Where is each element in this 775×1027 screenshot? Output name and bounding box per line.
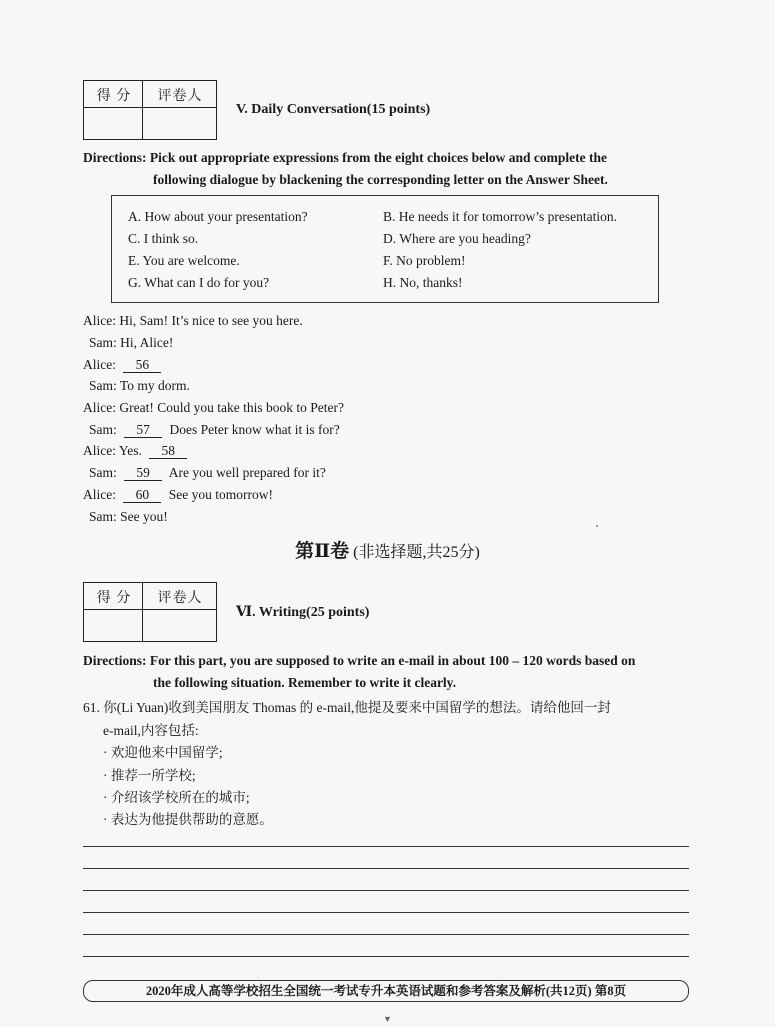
score-label: 得 分 xyxy=(96,89,132,104)
choice-c: C. I think so. xyxy=(128,231,199,246)
part-2-subtitle: (非选择题,共25分) xyxy=(353,544,480,561)
dialogue-line xyxy=(89,378,190,394)
choices-box xyxy=(111,195,659,303)
writing-line xyxy=(83,890,689,891)
directions-line: Directions: For this part, you are supposed to write an e-mail in about 100 – 120 words based on xyxy=(83,653,636,668)
speaker: Sam: xyxy=(89,465,117,480)
score-box xyxy=(83,80,217,140)
dialogue-line xyxy=(83,313,303,329)
page-footer: 2020年成人高等学校招生全国统一考试专升本英语试题和参考答案及解析(共12页) 第8页 xyxy=(83,980,689,1002)
speaker: Sam: xyxy=(89,509,117,524)
writing-line xyxy=(83,868,689,869)
writing-line xyxy=(83,846,689,847)
speaker: Sam: xyxy=(89,378,117,393)
choice-b: B. He needs it for tomorrow’s presentation. xyxy=(383,209,617,224)
section-6-directions xyxy=(83,650,635,694)
dialogue-text: Hi, Sam! It’s nice to see you here. xyxy=(119,313,303,328)
answer-blank-60: 60 xyxy=(123,488,161,503)
writing-line xyxy=(83,912,689,913)
question-61-line: e-mail,内容包括: xyxy=(103,723,199,738)
part-2-heading xyxy=(0,536,775,563)
dialogue-text: Hi, Alice! xyxy=(120,335,174,350)
score-box xyxy=(83,582,217,642)
section-5-directions xyxy=(83,147,608,191)
choice-g: G. What can I do for you? xyxy=(128,275,270,290)
score-box-divider xyxy=(142,81,143,139)
choice-f: F. No problem! xyxy=(383,253,466,268)
answer-blank-59: 59 xyxy=(124,466,162,481)
dialogue-line xyxy=(89,509,168,525)
speaker: Alice: xyxy=(83,487,116,502)
dialogue-text: To my dorm. xyxy=(119,378,190,393)
grader-label: 评卷人 xyxy=(157,591,203,606)
writing-line xyxy=(83,934,689,935)
part-2-title: 第Ⅱ卷 xyxy=(295,541,350,562)
dialogue-text: See you tomorrow! xyxy=(168,487,273,502)
dialogue-line xyxy=(83,400,344,416)
choice-h: H. No, thanks! xyxy=(383,275,463,290)
question-61-line: 61. 你(Li Yuan)收到美国朋友 Thomas 的 e-mail,他提及要来中国留学的想法。请给他回一封 xyxy=(83,700,611,715)
requirement-item: · 推荐一所学校; xyxy=(103,768,196,783)
grader-label: 评卷人 xyxy=(157,89,203,104)
section-5-title: V. Daily Conversation(15 points) xyxy=(236,102,431,117)
dialogue-text: See you! xyxy=(120,509,168,524)
requirement-item: · 介绍该学校所在的城市; xyxy=(103,790,250,805)
score-box-divider xyxy=(84,609,216,610)
choice-e: E. You are welcome. xyxy=(128,253,240,268)
dialogue-text: Does Peter know what it is for? xyxy=(169,422,340,437)
speaker: Alice: xyxy=(83,313,116,328)
speaker: Sam: xyxy=(89,335,117,350)
dialogue-text: Yes. xyxy=(118,443,142,458)
directions-line: Directions: Pick out appropriate expressions from the eight choices below and complete the xyxy=(83,150,607,165)
score-box-divider xyxy=(84,107,216,108)
directions-line: following dialogue by blackening the corresponding letter on the Answer Sheet. xyxy=(153,172,608,187)
dialogue-line xyxy=(83,443,191,459)
section-6-title: Ⅵ. Writing(25 points) xyxy=(236,605,370,620)
dialogue-line xyxy=(89,335,173,351)
requirement-item: · 表达为他提供帮助的意愿。 xyxy=(103,812,273,827)
speaker: Sam: xyxy=(89,422,117,437)
dialogue-line xyxy=(89,465,326,481)
dialogue-text: Are you well prepared for it? xyxy=(168,465,326,480)
dialogue-line xyxy=(89,422,340,438)
speaker: Alice: xyxy=(83,443,116,458)
answer-blank-56: 56 xyxy=(123,358,161,373)
speck xyxy=(596,525,598,527)
score-box-divider xyxy=(142,583,143,641)
answer-blank-57: 57 xyxy=(124,423,162,438)
dialogue-line xyxy=(83,487,273,503)
answer-blank-58: 58 xyxy=(149,444,187,459)
score-label: 得 分 xyxy=(96,591,132,606)
dialogue-text: Great! Could you take this book to Peter? xyxy=(119,400,344,415)
choice-d: D. Where are you heading? xyxy=(383,231,531,246)
choice-a: A. How about your presentation? xyxy=(128,209,308,224)
speaker: Alice: xyxy=(83,357,116,372)
requirement-item: · 欢迎他来中国留学; xyxy=(103,745,223,760)
writing-line xyxy=(83,956,689,957)
directions-line: the following situation. Remember to write it clearly. xyxy=(153,675,457,690)
dialogue-line xyxy=(83,357,165,373)
speaker: Alice: xyxy=(83,400,116,415)
scroll-down-icon[interactable]: ▼ xyxy=(383,1014,392,1024)
